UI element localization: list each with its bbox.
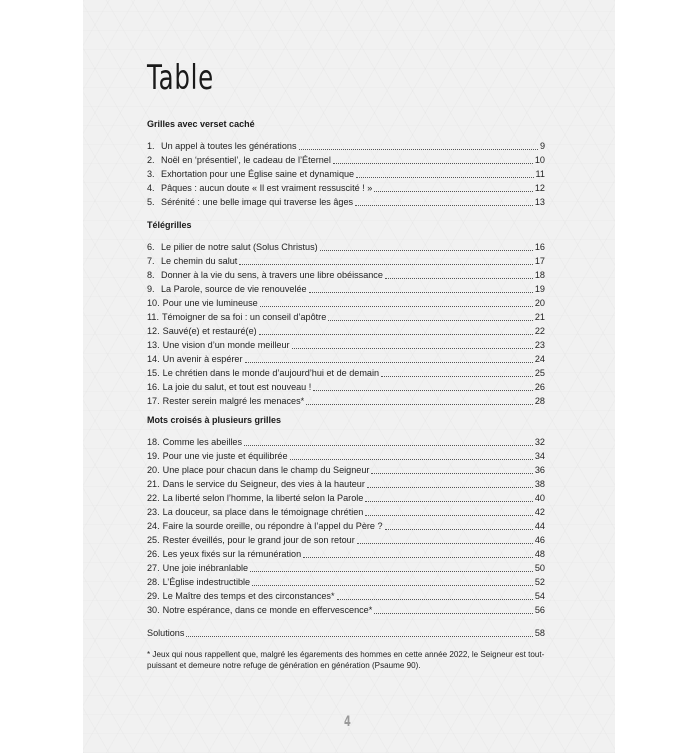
toc-entry: 1. Un appel à toutes les générations 9	[147, 141, 545, 151]
toc-entry-solutions: Solutions 58	[147, 628, 545, 638]
toc-entry: 19. Pour une vie juste et équilibrée 34	[147, 451, 545, 461]
toc-entry: 17. Rester serein malgré les menaces* 28	[147, 396, 545, 406]
toc-entry: 5. Sérénité : une belle image qui traverse les âges 13	[147, 197, 545, 207]
section-heading: Grilles avec verset caché	[147, 119, 255, 129]
section-heading: Mots croisés à plusieurs grilles	[147, 415, 282, 425]
toc-entry: 28. L’Église indestructible 52	[147, 577, 545, 587]
toc-entry: 3. Exhortation pour une Église saine et dynamique 11	[147, 169, 545, 179]
toc-entry: 13. Une vision d’un monde meilleur 23	[147, 340, 545, 350]
section-heading: Télégrilles	[147, 220, 192, 230]
toc-entry: 2. Noël en ‘présentiel’, le cadeau de l’Éternel 10	[147, 155, 545, 165]
toc-entry: 10. Pour une vie lumineuse 20	[147, 298, 545, 308]
toc-entry: 30. Notre espérance, dans ce monde en effervescence* 56	[147, 605, 545, 615]
toc-entry: 15. Le chrétien dans le monde d’aujourd’hui et de demain 25	[147, 368, 545, 378]
book-page	[83, 0, 615, 753]
toc-entry: 25. Rester éveillés, pour le grand jour de son retour 46	[147, 535, 545, 545]
toc-entry: 21. Dans le service du Seigneur, des vies à la hauteur 38	[147, 479, 545, 489]
toc-entry: 9. La Parole, source de vie renouvelée 19	[147, 284, 545, 294]
toc-entry: 7. Le chemin du salut 17	[147, 256, 545, 266]
toc-entry: 12. Sauvé(e) et restauré(e) 22	[147, 326, 545, 336]
toc-entry: 26. Les yeux fixés sur la rémunération 48	[147, 549, 545, 559]
toc-entry: 22. La liberté selon l’homme, la liberté selon la Parole 40	[147, 493, 545, 503]
toc-entry: 14. Un avenir à espérer 24	[147, 354, 545, 364]
toc-entry: 24. Faire la sourde oreille, ou répondre à l’appel du Père ? 44	[147, 521, 545, 531]
toc-entry: 20. Une place pour chacun dans le champ du Seigneur 36	[147, 465, 545, 475]
toc-entry: 29. Le Maître des temps et des circonstances* 54	[147, 591, 545, 601]
toc-entry: 18. Comme les abeilles 32	[147, 437, 545, 447]
toc-entry: 11. Témoigner de sa foi : un conseil d’apôtre 21	[147, 312, 545, 322]
toc-entry: 16. La joie du salut, et tout est nouveau ! 26	[147, 382, 545, 392]
toc-entry: 8. Donner à la vie du sens, à travers une libre obéissance 18	[147, 270, 545, 280]
toc-entry: 27. Une joie inébranlable 50	[147, 563, 545, 573]
page-title: Table	[147, 58, 214, 98]
toc-entry: 6. Le pilier de notre salut (Solus Christus) 16	[147, 242, 545, 252]
toc-entry: 4. Pâques : aucun doute « Il est vraiment ressuscité ! » 12	[147, 183, 545, 193]
page-number: 4	[344, 714, 351, 730]
footnote: * Jeux qui nous rappellent que, malgré les égarements des hommes en cette année 2022, le Seigneur est tout-puissant et demeure notre refuge de génération en génération (Psaume 90).	[147, 650, 545, 670]
toc-entry: 23. La douceur, sa place dans le témoignage chrétien 42	[147, 507, 545, 517]
